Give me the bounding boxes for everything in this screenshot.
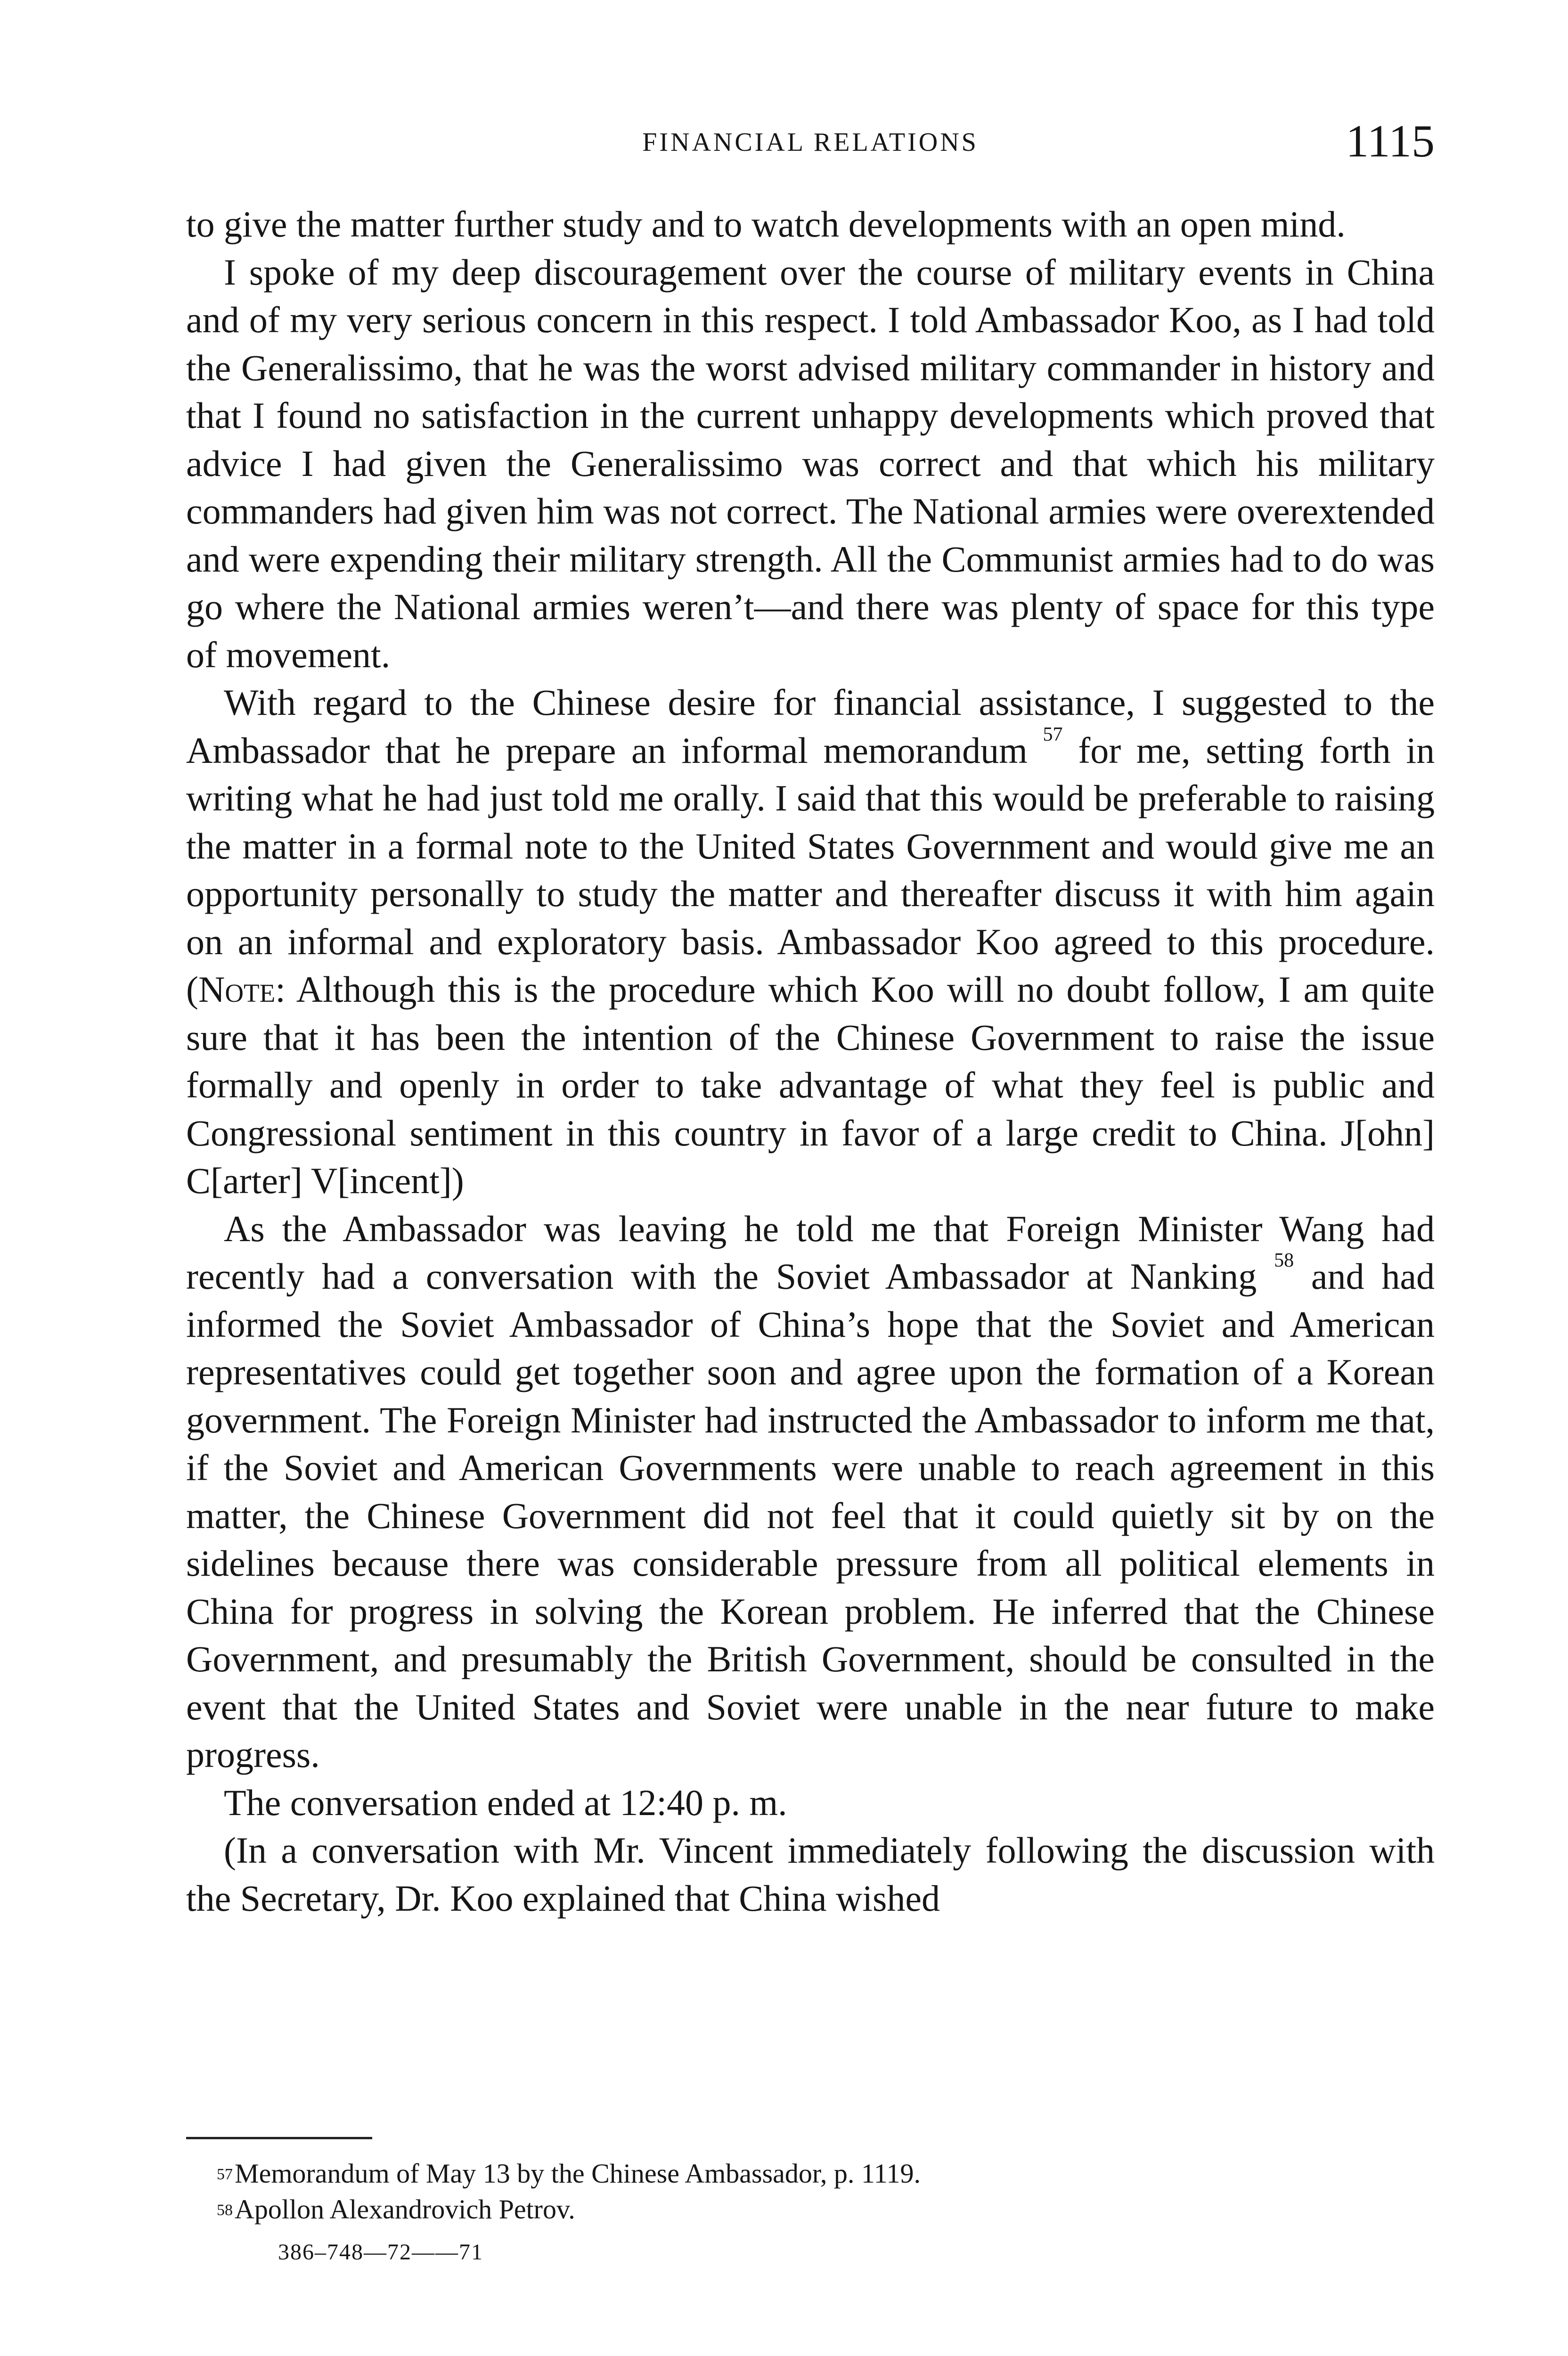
footnote-divider [186, 2137, 372, 2139]
paragraph-text: With regard to the Chinese desire for financial assistance, I suggested to the Ambassador that he prepare an informal memorandum [186, 682, 1435, 771]
paragraph-text: As the Ambassador was leaving he told me that Foreign Minister Wang had recently had a conversation with the Soviet Ambassador at Nanking [186, 1208, 1435, 1297]
paragraph-vincent-conversation: (In a conversation with Mr. Vincent immediately following the discussion with the Secretary, Dr. Koo explained that China wished [186, 1830, 1435, 1919]
paragraph-text: and had informed the Soviet Ambassador of China’s hope that the Soviet and American representatives could get together soon and agree upon the formation of a Korean government. The Foreign Minister had instructed the Ambassador to inform me that, if the Soviet and American Governments were unable to reach agreement in this matter, the Chinese Government did not feel that it could quietly sit by on the sidelines because there was considerable pressure from all political elements in China for progress in solving the Korean problem. He inferred that the Chinese Government, and presumably the British Government, should be consulted in the event that the United States and Soviet were unable in the near future to make progress. [186, 1256, 1435, 1775]
paragraph-financial-assistance [186, 679, 1435, 1205]
running-head: FINANCIAL RELATIONS [642, 128, 979, 157]
note-label: Note [198, 969, 276, 1010]
paragraph-continuation: to give the matter further study and to watch developments with an open mind. [186, 204, 1346, 245]
footnote-57 [217, 2156, 1435, 2192]
paragraph-military-events: I spoke of my deep discouragement over the course of military events in China and of my very serious concern in this respect. I told Ambassador Koo, as I had told the Generalissimo, that he was the worst advised military commander in history and that I found no satisfaction in the current unhappy developments which proved that advice I had given the Generalissimo was correct and that which his military commanders had given him was not correct. The National armies were overextended and were expending their military strength. All the Communist armies had to do was go where the National armies weren’t—and there was plenty of space for this type of movement. [186, 251, 1435, 675]
paragraph-conversation-ended: The conversation ended at 12:40 p. m. [224, 1782, 787, 1823]
footnote-text: Memorandum of May 13 by the Chinese Ambassador, p. 1119. [235, 2158, 921, 2189]
footnote-marker: 57 [217, 2166, 233, 2183]
page-number: 1115 [1346, 116, 1435, 167]
page-header [186, 116, 1435, 171]
paragraph-korean-government [186, 1205, 1435, 1779]
footnote-reference-57: 57 [1043, 723, 1063, 745]
footnote-reference-58: 58 [1274, 1250, 1294, 1271]
body-text [186, 200, 1435, 1922]
footnotes [217, 2156, 1435, 2227]
paragraph-text: : Although this is the procedure which Koo will no doubt follow, I am quite sure that it has been the intention of the Chinese Government to raise the issue formally and openly in order to take advantage of what they feel is public and Congressional sentiment in this country in favor of a large credit to China. J[ohn] C[arter] V[incent]) [186, 969, 1435, 1201]
footnote-text: Apollon Alexandrovich Petrov. [235, 2194, 575, 2225]
print-code: 386–748—72——71 [278, 2240, 483, 2265]
paragraph-text: for me, setting forth in writing what he had just told me orally. I said that this would be preferable to raising the matter in a formal note to the United States Government and would give me an opportunity personally to study the matter and thereafter discuss it with him again on an informal and exploratory basis. Ambassador Koo agreed to this procedure. ( [186, 729, 1435, 1010]
footnote-marker: 58 [217, 2201, 233, 2219]
footnote-58 [217, 2192, 1435, 2227]
